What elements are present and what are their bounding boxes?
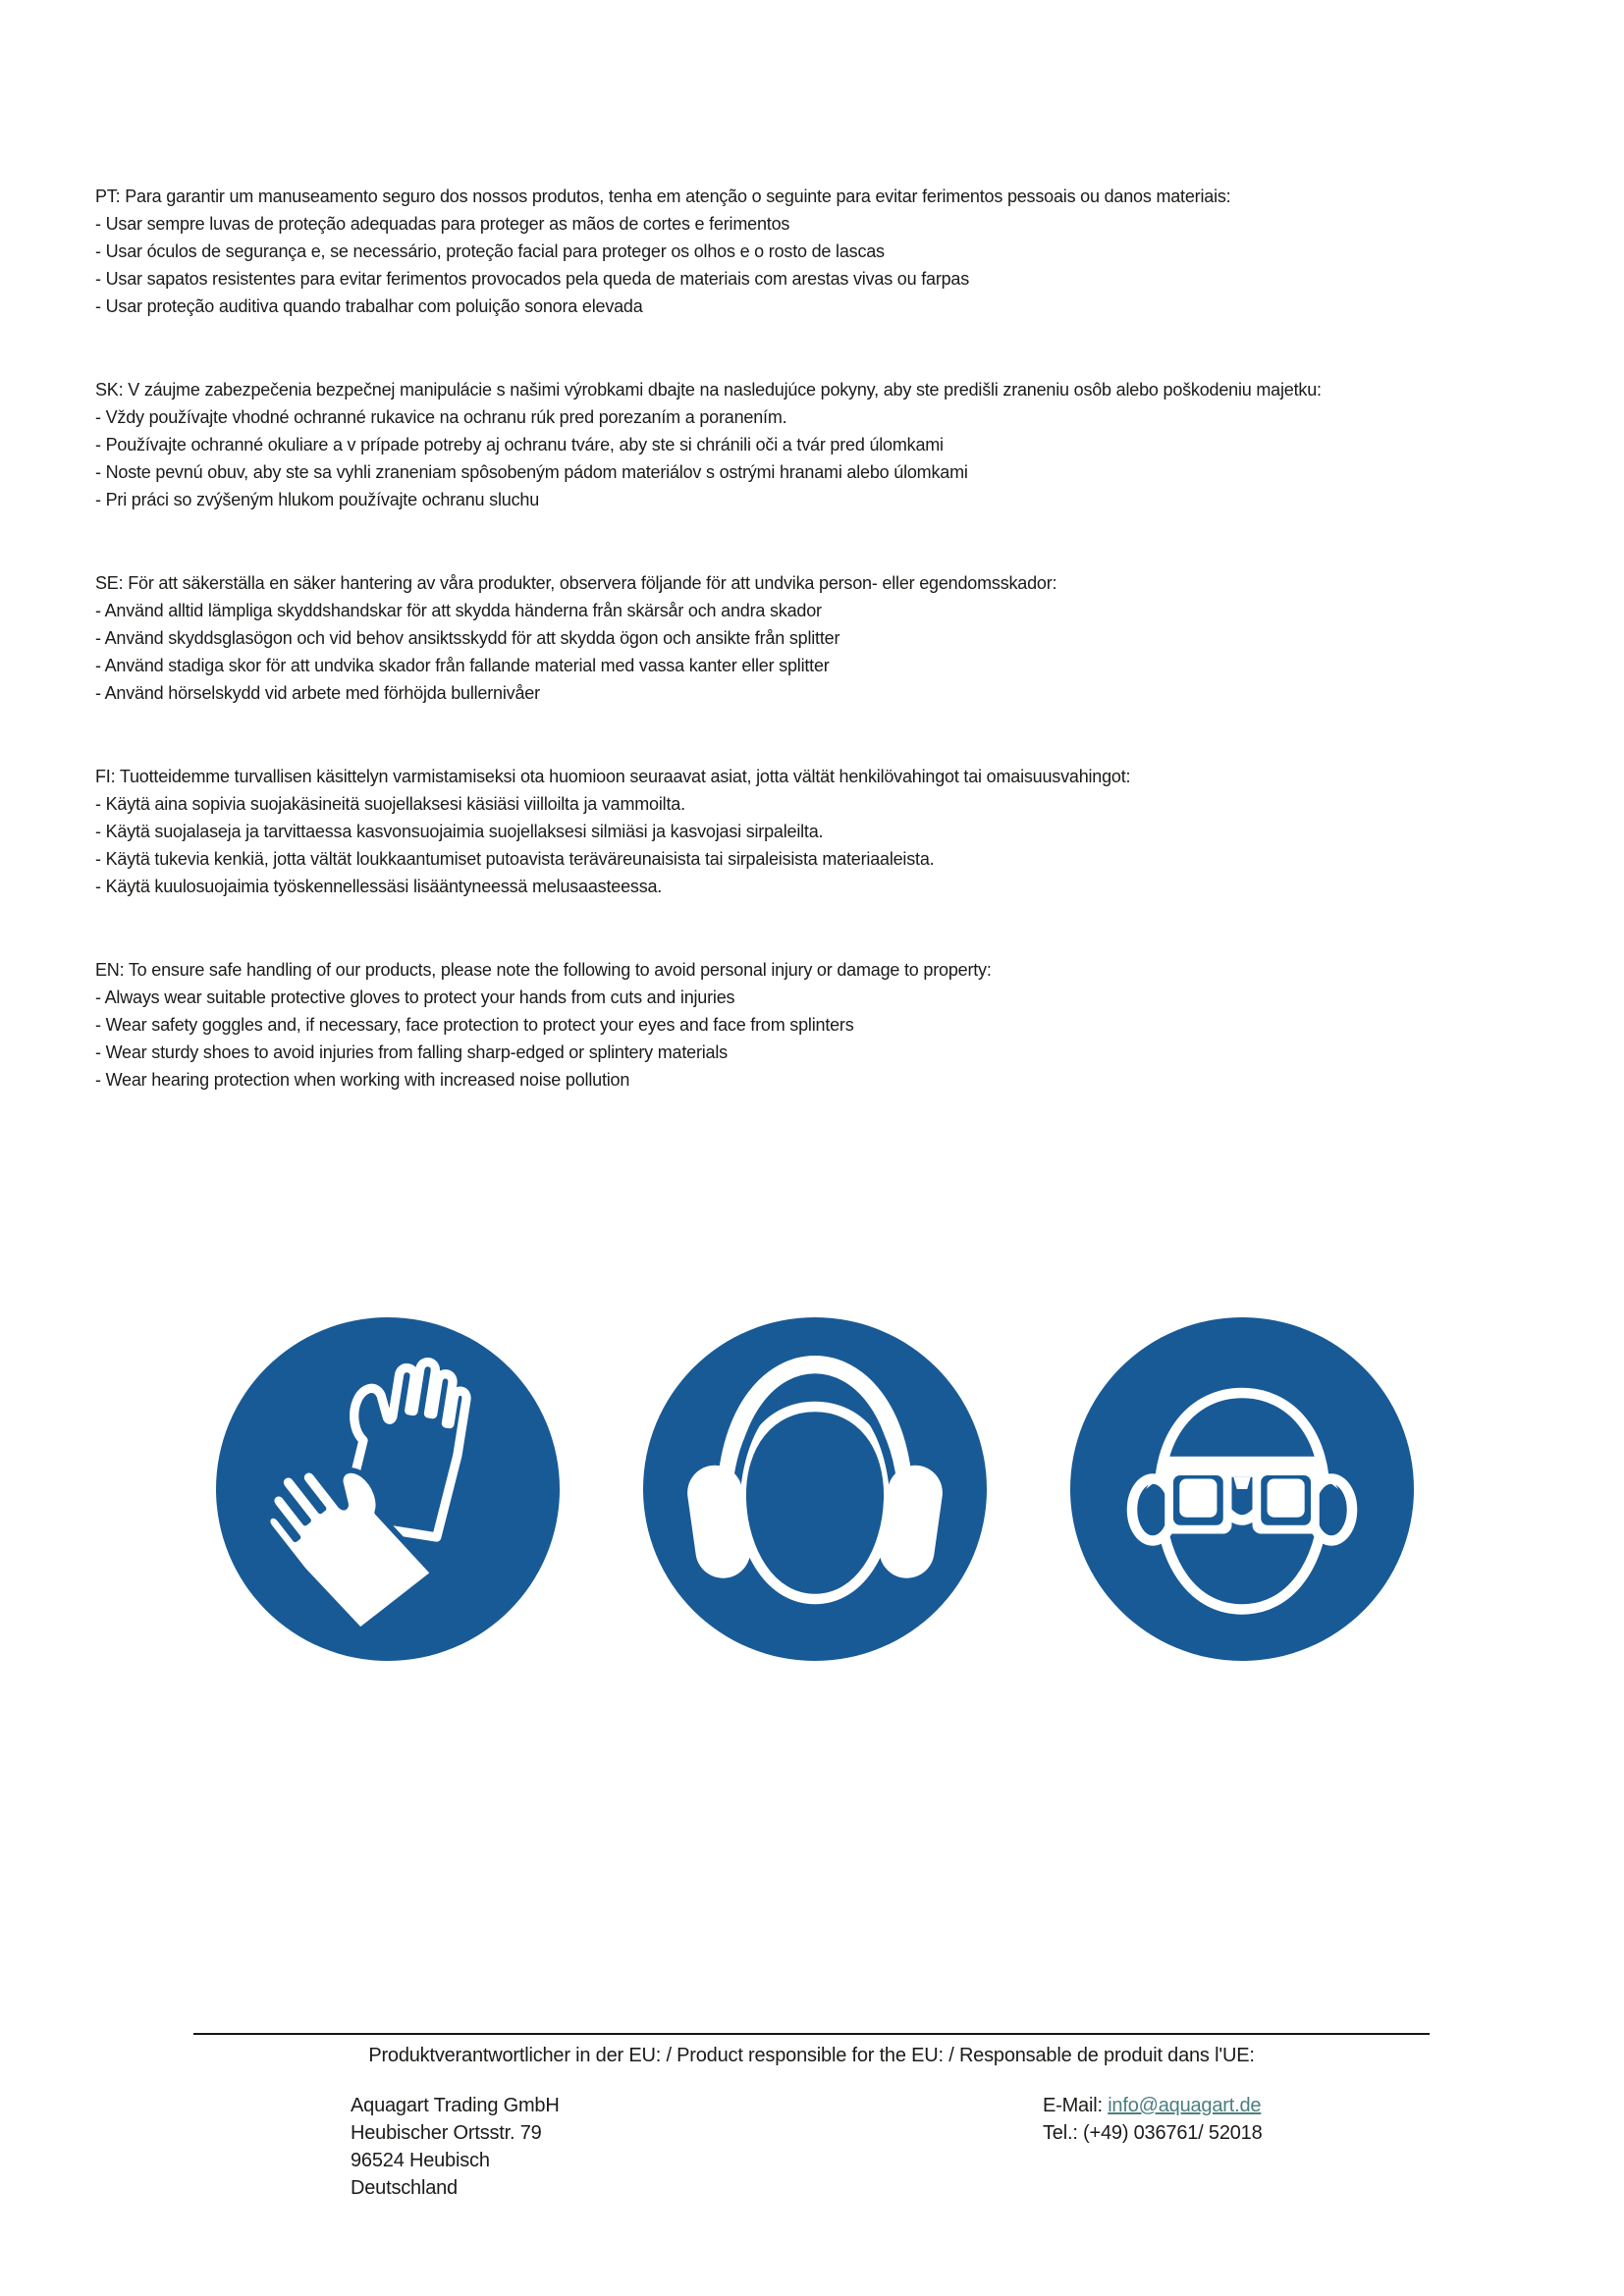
wear-eye-protection-icon bbox=[1070, 1317, 1414, 1661]
phone-line: Tel.: (+49) 036761/ 52018 bbox=[1043, 2122, 1263, 2144]
wear-ear-protection-icon bbox=[643, 1317, 987, 1661]
email-label: E-Mail: bbox=[1043, 2095, 1109, 2116]
bullet-line: - Använd hörselskydd vid arbete med förhöjda bullernivåer bbox=[95, 683, 540, 703]
bullet-line: - Usar óculos de segurança e, se necessário, proteção facial para proteger os olhos e o rosto de lascas bbox=[95, 241, 885, 261]
footer-divider bbox=[193, 2033, 1430, 2035]
company-city: 96524 Heubisch bbox=[351, 2150, 490, 2171]
safety-notes bbox=[95, 183, 1568, 1149]
section-header: SE: För att säkerställa en säker hantering av våra produkter, observera följande för att undvika person- eller egendomsskador: bbox=[95, 573, 1057, 593]
contact-block bbox=[1043, 2092, 1263, 2147]
section-pt bbox=[95, 183, 1568, 320]
section-header: FI: Tuotteidemme turvallisen käsittelyn varmistamiseksi ota huomioon seuraavat asiat, jotta vältät henkilövahingot tai omaisuusvahingot: bbox=[95, 767, 1131, 786]
bullet-line: - Wear sturdy shoes to avoid injuries from falling sharp-edged or splintery materials bbox=[95, 1042, 728, 1062]
section-sk bbox=[95, 376, 1568, 513]
company-country: Deutschland bbox=[351, 2177, 458, 2199]
bullet-line: - Vždy používajte vhodné ochranné rukavice na ochranu rúk pred porezaním a poranením. bbox=[95, 407, 787, 427]
bullet-line: - Usar sempre luvas de proteção adequadas para proteger as mãos de cortes e ferimentos bbox=[95, 214, 790, 234]
mandatory-sign-row bbox=[216, 1317, 1414, 1661]
email-line bbox=[1043, 2092, 1263, 2119]
company-street: Heubischer Ortsstr. 79 bbox=[351, 2122, 542, 2144]
bullet-line: - Käytä tukevia kenkiä, jotta vältät loukkaantumiset putoavista teräväreunaisista tai sirpaleisista materiaaleista. bbox=[95, 849, 935, 869]
wear-protective-gloves-icon bbox=[216, 1317, 560, 1661]
section-header: PT: Para garantir um manuseamento seguro dos nossos produtos, tenha em atenção o seguinte para evitar ferimentos pessoais ou danos materiais: bbox=[95, 187, 1231, 206]
section-header: EN: To ensure safe handling of our products, please note the following to avoid personal injury or damage to property: bbox=[95, 960, 992, 980]
bullet-line: - Wear safety goggles and, if necessary, face protection to protect your eyes and face from splinters bbox=[95, 1015, 854, 1035]
bullet-line: - Usar proteção auditiva quando trabalhar com poluição sonora elevada bbox=[95, 296, 643, 316]
bullet-line: - Käytä suojalaseja ja tarvittaessa kasvonsuojaimia suojellaksesi silmiäsi ja kasvojasi sirpaleilta. bbox=[95, 822, 824, 841]
bullet-line: - Používajte ochranné okuliare a v prípade potreby aj ochranu tváre, aby ste si chránili oči a tvár pred úlomkami bbox=[95, 435, 944, 454]
bullet-line: - Always wear suitable protective gloves to protect your hands from cuts and injuries bbox=[95, 988, 735, 1007]
bullet-line: - Käytä aina sopivia suojakäsineitä suojellaksesi käsiäsi viilloilta ja vammoilta. bbox=[95, 794, 685, 814]
section-header: SK: V záujme zabezpečenia bezpečnej manipulácie s našimi výrobkami dbajte na nasledujúce pokyny, aby ste predišli zraneniu osôb alebo poškodeniu majetku: bbox=[95, 380, 1322, 400]
bullet-line: - Pri práci so zvýšeným hlukom používajte ochranu sluchu bbox=[95, 490, 540, 509]
bullet-line: - Använd alltid lämpliga skyddshandskar för att skydda händerna från skärsår och andra skador bbox=[95, 601, 822, 620]
section-en bbox=[95, 956, 1568, 1094]
bullet-line: - Använd skyddsglasögon och vid behov ansiktsskydd för att skydda ögon och ansikte från splitter bbox=[95, 628, 840, 648]
bullet-line: - Använd stadiga skor för att undvika skador från fallande material med vassa kanter eller splitter bbox=[95, 656, 830, 675]
bullet-line: - Wear hearing protection when working with increased noise pollution bbox=[95, 1070, 630, 1090]
email-link[interactable]: info@aquagart.de bbox=[1108, 2095, 1262, 2116]
bullet-line: - Käytä kuulosuojaimia työskennellessäsi lisääntyneessä melusaasteessa. bbox=[95, 877, 663, 896]
company-address-block bbox=[351, 2092, 560, 2202]
company-name: Aquagart Trading GmbH bbox=[351, 2095, 560, 2116]
bullet-line: - Noste pevnú obuv, aby ste sa vyhli zraneniam spôsobeným pádom materiálov s ostrými hranami alebo úlomkami bbox=[95, 462, 968, 482]
section-fi bbox=[95, 763, 1568, 900]
footer-title: Produktverantwortlicher in der EU: / Product responsible for the EU: / Responsable de produit dans l'UE: bbox=[368, 2045, 1255, 2066]
bullet-line: - Usar sapatos resistentes para evitar ferimentos provocados pela queda de materiais com arestas vivas ou farpas bbox=[95, 269, 970, 289]
section-se bbox=[95, 569, 1568, 707]
